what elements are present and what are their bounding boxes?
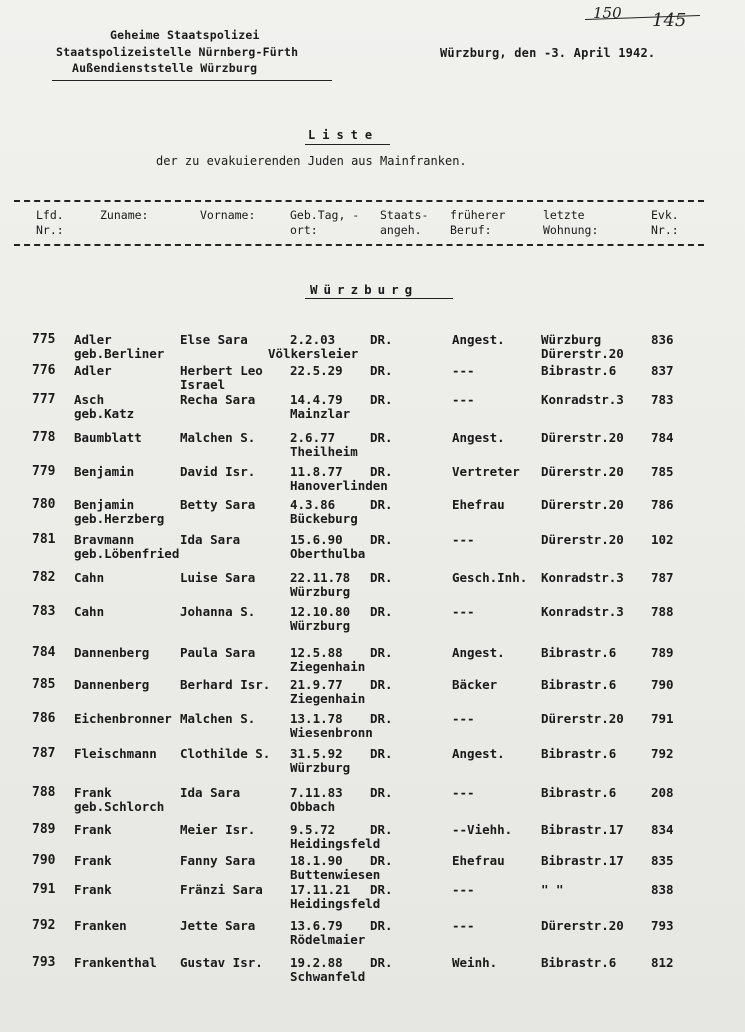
document-date: Würzburg, den -3. April 1942. xyxy=(440,46,656,60)
cell-nr: 787 xyxy=(32,746,56,761)
handwritten-number-2: 145 xyxy=(652,10,687,31)
cell-beruf: --- xyxy=(452,785,475,800)
cell-zuname: Adler xyxy=(74,363,112,378)
cell-geb: 2.6.77 xyxy=(290,430,336,445)
cell-ort: Würzburg xyxy=(290,584,351,599)
cell-nr: 778 xyxy=(32,430,56,445)
table-row xyxy=(0,497,745,529)
cell-zuname: Benjamin xyxy=(74,464,135,479)
table-row xyxy=(0,532,745,564)
cell-wohnung2: Dürerstr.20 xyxy=(541,346,624,361)
list-title: Liste xyxy=(308,128,380,142)
table-row xyxy=(0,853,745,885)
cell-zuname: Adler xyxy=(74,332,112,347)
cell-vorname: Ida Sara xyxy=(180,785,241,800)
cell-beruf: Angest. xyxy=(452,332,505,347)
cell-wohnung: Dürerstr.20 xyxy=(541,430,624,445)
cell-wohnung: Konradstr.3 xyxy=(541,570,624,585)
cell-evk: 102 xyxy=(651,532,674,547)
cell-beruf: Angest. xyxy=(452,430,505,445)
cell-zuname: Frank xyxy=(74,882,112,897)
cell-staat: DR. xyxy=(370,363,393,378)
section-heading: Würzburg xyxy=(310,282,419,297)
cell-geb: 14.4.79 xyxy=(290,392,343,407)
cell-zuname: Dannenberg xyxy=(74,645,150,660)
cell-staat: DR. xyxy=(370,392,393,407)
cell-beruf: Gesch.Inh. xyxy=(452,570,528,585)
cell-ort: Bückeburg xyxy=(290,511,358,526)
cell-zuname2: geb.Berliner xyxy=(74,346,165,361)
cell-geb: 18.1.90 xyxy=(290,853,343,868)
cell-nr: 776 xyxy=(32,363,56,378)
cell-nr: 792 xyxy=(32,918,56,933)
section-underline xyxy=(305,298,453,299)
table-row xyxy=(0,464,745,496)
table-header-rule xyxy=(14,244,704,246)
cell-wohnung: Bibrastr.6 xyxy=(541,677,617,692)
cell-evk: 791 xyxy=(651,711,674,726)
cell-nr: 786 xyxy=(32,711,56,726)
cell-staat: DR. xyxy=(370,918,393,933)
cell-geb: 31.5.92 xyxy=(290,746,343,761)
cell-zuname: Frank xyxy=(74,785,112,800)
cell-staat: DR. xyxy=(370,430,393,445)
cell-zuname: Eichenbronner xyxy=(74,711,172,726)
col-header-beruf: früherer Beruf: xyxy=(450,208,506,237)
cell-wohnung: Bibrastr.6 xyxy=(541,645,617,660)
cell-geb: 13.1.78 xyxy=(290,711,343,726)
cell-evk: 786 xyxy=(651,497,674,512)
cell-geb: 7.11.83 xyxy=(290,785,343,800)
cell-zuname: Asch xyxy=(74,392,105,407)
cell-vorname: Betty Sara xyxy=(180,497,256,512)
cell-vorname: Fanny Sara xyxy=(180,853,256,868)
cell-beruf: --- xyxy=(452,711,475,726)
list-subtitle: der zu evakuierenden Juden aus Mainfranken. xyxy=(156,154,467,168)
cell-staat: DR. xyxy=(370,955,393,970)
table-top-rule xyxy=(14,200,704,202)
cell-nr: 782 xyxy=(32,570,56,585)
cell-vorname: Malchen S. xyxy=(180,430,256,445)
cell-wohnung: " " xyxy=(541,882,564,897)
cell-staat: DR. xyxy=(370,332,393,347)
cell-ort: Mainzlar xyxy=(290,406,351,421)
cell-zuname: Bravmann xyxy=(74,532,135,547)
cell-wohnung: Bibrastr.6 xyxy=(541,955,617,970)
col-header-nr: Lfd. Nr.: xyxy=(36,208,64,237)
cell-vorname: Luise Sara xyxy=(180,570,256,585)
cell-beruf: --- xyxy=(452,363,475,378)
table-row xyxy=(0,332,745,364)
cell-zuname: Franken xyxy=(74,918,127,933)
cell-evk: 788 xyxy=(651,604,674,619)
cell-wohnung: Dürerstr.20 xyxy=(541,918,624,933)
cell-evk: 792 xyxy=(651,746,674,761)
header-underline xyxy=(52,80,332,81)
cell-nr: 779 xyxy=(32,464,56,479)
cell-staat: DR. xyxy=(370,677,393,692)
cell-wohnung: Dürerstr.20 xyxy=(541,497,624,512)
cell-wohnung: Bibrastr.6 xyxy=(541,746,617,761)
cell-vorname: Jette Sara xyxy=(180,918,256,933)
cell-geb: 13.6.79 xyxy=(290,918,343,933)
title-underline xyxy=(305,144,390,145)
cell-geb: 17.11.21 xyxy=(290,882,351,897)
cell-beruf: Ehefrau xyxy=(452,853,505,868)
cell-beruf: Weinh. xyxy=(452,955,498,970)
cell-staat: DR. xyxy=(370,532,393,547)
cell-wohnung: Bibrastr.6 xyxy=(541,785,617,800)
table-row xyxy=(0,882,745,914)
cell-vorname: Malchen S. xyxy=(180,711,256,726)
cell-geb: 12.5.88 xyxy=(290,645,343,660)
cell-beruf: Angest. xyxy=(452,645,505,660)
cell-ort: Wiesenbronn xyxy=(290,725,373,740)
cell-vorname: Recha Sara xyxy=(180,392,256,407)
cell-geb: 9.5.72 xyxy=(290,822,336,837)
table-row xyxy=(0,918,745,950)
cell-ort: Völkersleier xyxy=(268,346,359,361)
cell-vorname: Johanna S. xyxy=(180,604,256,619)
cell-vorname: Meier Isr. xyxy=(180,822,256,837)
table-row xyxy=(0,645,745,677)
cell-beruf: --Viehh. xyxy=(452,822,513,837)
cell-wohnung: Bibrastr.17 xyxy=(541,853,624,868)
cell-zuname2: geb.Katz xyxy=(74,406,135,421)
cell-evk: 783 xyxy=(651,392,674,407)
cell-wohnung: Bibrastr.6 xyxy=(541,363,617,378)
cell-vorname: Gustav Isr. xyxy=(180,955,263,970)
cell-vorname: Fränzi Sara xyxy=(180,882,263,897)
cell-evk: 785 xyxy=(651,464,674,479)
cell-nr: 790 xyxy=(32,853,56,868)
table-row xyxy=(0,604,745,636)
cell-evk: 835 xyxy=(651,853,674,868)
table-row xyxy=(0,430,745,462)
cell-geb: 4.3.86 xyxy=(290,497,336,512)
cell-zuname: Baumblatt xyxy=(74,430,142,445)
table-row xyxy=(0,822,745,854)
table-row xyxy=(0,363,745,395)
table-row xyxy=(0,570,745,602)
cell-zuname2: geb.Löbenfried xyxy=(74,546,180,561)
cell-geb: 19.2.88 xyxy=(290,955,343,970)
cell-ort: Buttenwiesen xyxy=(290,867,381,882)
cell-vorname: Berhard Isr. xyxy=(180,677,271,692)
cell-evk: 789 xyxy=(651,645,674,660)
cell-nr: 793 xyxy=(32,955,56,970)
cell-geb: 12.10.80 xyxy=(290,604,351,619)
cell-staat: DR. xyxy=(370,882,393,897)
cell-geb: 22.5.29 xyxy=(290,363,343,378)
cell-staat: DR. xyxy=(370,785,393,800)
cell-zuname: Cahn xyxy=(74,604,105,619)
cell-nr: 784 xyxy=(32,645,56,660)
table-row xyxy=(0,955,745,987)
table-row xyxy=(0,392,745,424)
cell-staat: DR. xyxy=(370,570,393,585)
header-line-1: Geheime Staatspolizei xyxy=(110,28,260,42)
cell-beruf: Vertreter xyxy=(452,464,520,479)
cell-nr: 777 xyxy=(32,392,56,407)
cell-vorname: Else Sara xyxy=(180,332,248,347)
cell-vorname: Herbert Leo xyxy=(180,363,263,378)
cell-nr: 780 xyxy=(32,497,56,512)
cell-wohnung: Dürerstr.20 xyxy=(541,532,624,547)
cell-ort: Würzburg xyxy=(290,760,351,775)
cell-evk: 838 xyxy=(651,882,674,897)
cell-nr: 788 xyxy=(32,785,56,800)
cell-vorname: Clothilde S. xyxy=(180,746,271,761)
cell-nr: 791 xyxy=(32,882,56,897)
col-header-geb: Geb.Tag, -ort: xyxy=(290,208,360,237)
cell-zuname: Frankenthal xyxy=(74,955,157,970)
table-row xyxy=(0,677,745,709)
cell-ort: Obbach xyxy=(290,799,336,814)
col-header-vorname: Vorname: xyxy=(200,208,256,222)
cell-evk: 208 xyxy=(651,785,674,800)
cell-zuname: Cahn xyxy=(74,570,105,585)
cell-nr: 785 xyxy=(32,677,56,692)
cell-ort: Heidingsfeld xyxy=(290,836,381,851)
cell-zuname2: geb.Herzberg xyxy=(74,511,165,526)
cell-beruf: Bäcker xyxy=(452,677,498,692)
cell-staat: DR. xyxy=(370,711,393,726)
cell-vorname2: Israel xyxy=(180,377,226,392)
cell-staat: DR. xyxy=(370,497,393,512)
cell-nr: 775 xyxy=(32,332,56,347)
cell-wohnung: Konradstr.3 xyxy=(541,604,624,619)
cell-beruf: --- xyxy=(452,604,475,619)
cell-geb: 22.11.78 xyxy=(290,570,351,585)
cell-nr: 783 xyxy=(32,604,56,619)
cell-ort: Theilheim xyxy=(290,444,358,459)
cell-zuname: Frank xyxy=(74,822,112,837)
cell-evk: 790 xyxy=(651,677,674,692)
cell-ort: Ziegenhain xyxy=(290,691,366,706)
cell-ort: Schwanfeld xyxy=(290,969,366,984)
cell-geb: 11.8.77 xyxy=(290,464,343,479)
cell-beruf: --- xyxy=(452,918,475,933)
cell-vorname: Ida Sara xyxy=(180,532,241,547)
cell-zuname2: geb.Schlorch xyxy=(74,799,165,814)
cell-staat: DR. xyxy=(370,645,393,660)
cell-wohnung: Bibrastr.17 xyxy=(541,822,624,837)
table-row xyxy=(0,711,745,743)
col-header-zuname: Zuname: xyxy=(100,208,149,222)
header-line-2: Staatspolizeistelle Nürnberg-Fürth xyxy=(56,45,299,59)
cell-evk: 784 xyxy=(651,430,674,445)
cell-beruf: Angest. xyxy=(452,746,505,761)
cell-ort: Würzburg xyxy=(290,618,351,633)
cell-zuname: Fleischmann xyxy=(74,746,157,761)
cell-staat: DR. xyxy=(370,853,393,868)
cell-nr: 781 xyxy=(32,532,56,547)
cell-beruf: Ehefrau xyxy=(452,497,505,512)
col-header-staat: Staats- angeh. xyxy=(380,208,429,237)
cell-beruf: --- xyxy=(452,392,475,407)
cell-zuname: Dannenberg xyxy=(74,677,150,692)
col-header-evk: Evk. Nr.: xyxy=(651,208,679,237)
cell-wohnung: Konradstr.3 xyxy=(541,392,624,407)
cell-staat: DR. xyxy=(370,604,393,619)
cell-ort: Hanoverlinden xyxy=(290,478,388,493)
cell-beruf: --- xyxy=(452,882,475,897)
cell-evk: 793 xyxy=(651,918,674,933)
cell-staat: DR. xyxy=(370,464,393,479)
cell-vorname: David Isr. xyxy=(180,464,256,479)
cell-nr: 789 xyxy=(32,822,56,837)
col-header-wohnung: letzte Wohnung: xyxy=(543,208,599,237)
cell-wohnung: Dürerstr.20 xyxy=(541,711,624,726)
cell-evk: 834 xyxy=(651,822,674,837)
cell-vorname: Paula Sara xyxy=(180,645,256,660)
cell-geb: 21.9.77 xyxy=(290,677,343,692)
cell-evk: 837 xyxy=(651,363,674,378)
cell-staat: DR. xyxy=(370,822,393,837)
cell-ort: Ziegenhain xyxy=(290,659,366,674)
cell-wohnung: Dürerstr.20 xyxy=(541,464,624,479)
cell-beruf: --- xyxy=(452,532,475,547)
table-row xyxy=(0,746,745,778)
cell-evk: 836 xyxy=(651,332,674,347)
table-row xyxy=(0,785,745,817)
cell-evk: 812 xyxy=(651,955,674,970)
cell-zuname: Benjamin xyxy=(74,497,135,512)
header-line-3: Außendienststelle Würzburg xyxy=(72,61,258,75)
cell-ort: Rödelmaier xyxy=(290,932,366,947)
cell-geb: 15.6.90 xyxy=(290,532,343,547)
cell-geb: 2.2.03 xyxy=(290,332,336,347)
cell-ort: Heidingsfeld xyxy=(290,896,381,911)
handwritten-number-1: 150 xyxy=(593,4,622,22)
cell-evk: 787 xyxy=(651,570,674,585)
cell-wohnung: Würzburg xyxy=(541,332,602,347)
cell-zuname: Frank xyxy=(74,853,112,868)
cell-staat: DR. xyxy=(370,746,393,761)
cell-ort: Oberthulba xyxy=(290,546,366,561)
